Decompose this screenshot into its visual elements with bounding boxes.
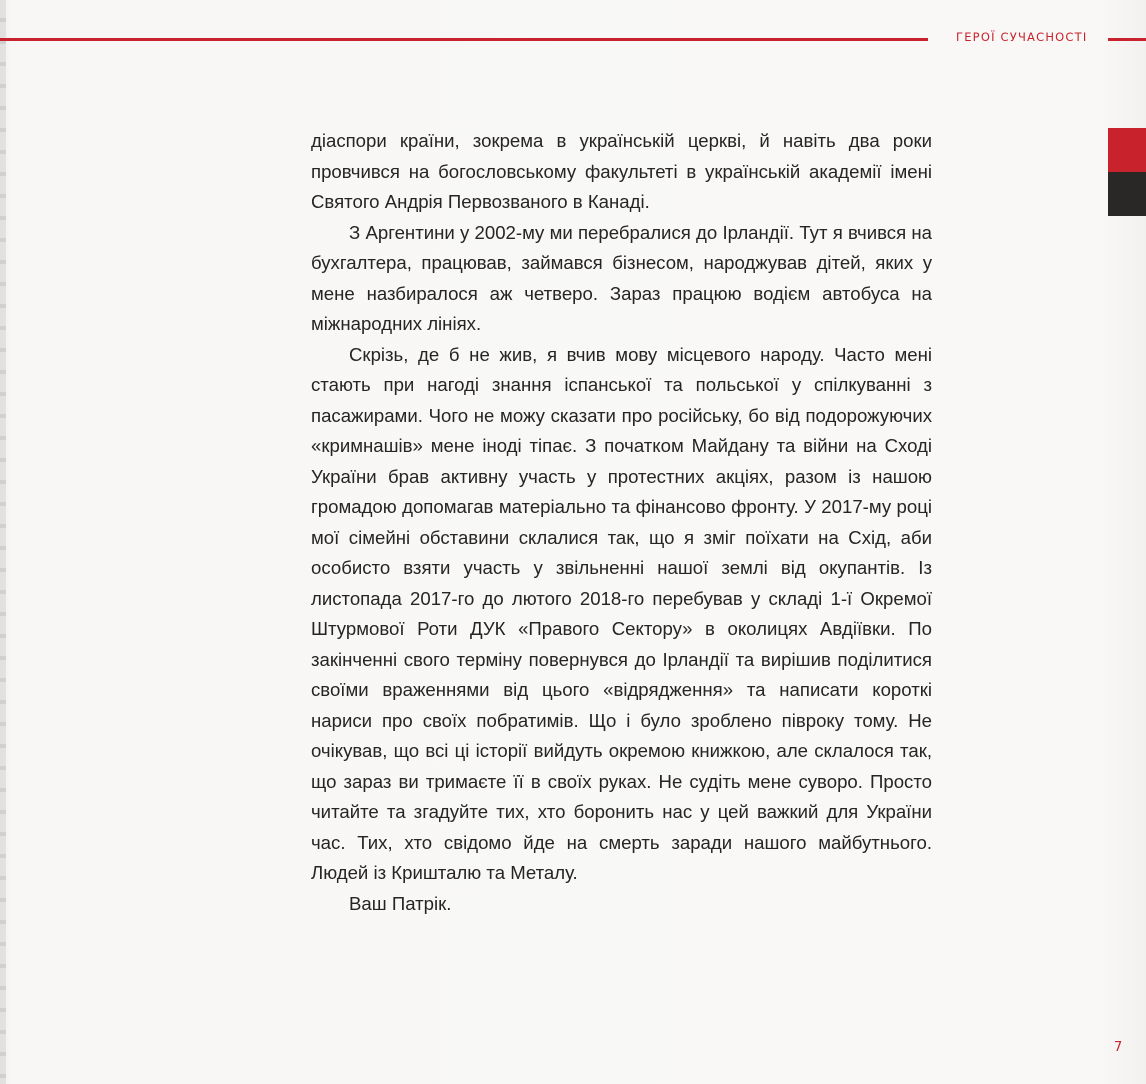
- flag-red-stripe: [1108, 128, 1146, 172]
- paragraph-1: діаспори країни, зокрема в українській церкві, й навіть два роки провчився на богословському факультеті в українській академії імені Святого Андрія Первозваного в Канаді.: [311, 130, 932, 212]
- body-text: [311, 126, 932, 919]
- paragraph-3: Скрізь, де б не жив, я вчив мову місцевого народу. Часто мені стають при нагоді знання іспанської та польської у спілкуванні з пасажирами. Чого не можу сказати про російську, бо від подорожуючих «кримнашів» мене іноді тіпає. З початком Майдану та війни на Сході України брав активну участь у протестних акціях, разом із нашою громадою допомагав матеріально та фінансово фронту. У 2017-му році мої сімейні обставини склалися так, що я зміг поїхати на Схід, аби особисто взяти участь у звільненні нашої землі від окупантів. Із листопада 2017-го до лютого 2018-го перебував у складі 1-ї Окремої Штурмової Роти ДУК «Правого Сектору» в околицях Авдіївки. По закінченні свого терміну повернувся до Ірландії та вирішив поділитися своїми враженнями від цього «відрядження» та написати короткі нариси про своїх побратимів. Що і було зроблено півроку тому. Не очікував, що всі ці історії вийдуть окремою книжкою, але склалося так, що зараз ви тримаєте її в своїх руках. Не судіть мене суворо. Просто читайте та згадуйте тих, хто боронить нас у цей важкий для України час. Тих, хто свідомо йде на смерть заради нашого майбутнього. Людей із Кришталю та Металу.: [311, 343, 932, 883]
- paragraph-2: З Аргентини у 2002-му ми перебралися до Ірландії. Тут я вчився на бухгалтера, працював, займався бізнесом, народжував дітей, яких у мене назбиралося аж четверо. Зараз працюю водієм автобуса на міжнародних лініях.: [311, 221, 932, 334]
- page-number: 7: [1114, 1040, 1123, 1055]
- flag-black-stripe: [1108, 172, 1146, 216]
- header-rule: [0, 38, 928, 41]
- binding-edge: [0, 0, 6, 1084]
- running-head: ГЕРОЇ СУЧАСНОСТІ: [956, 30, 1088, 44]
- signature-line: Ваш Патрік.: [349, 892, 452, 914]
- header-rule-tail: [1108, 38, 1146, 41]
